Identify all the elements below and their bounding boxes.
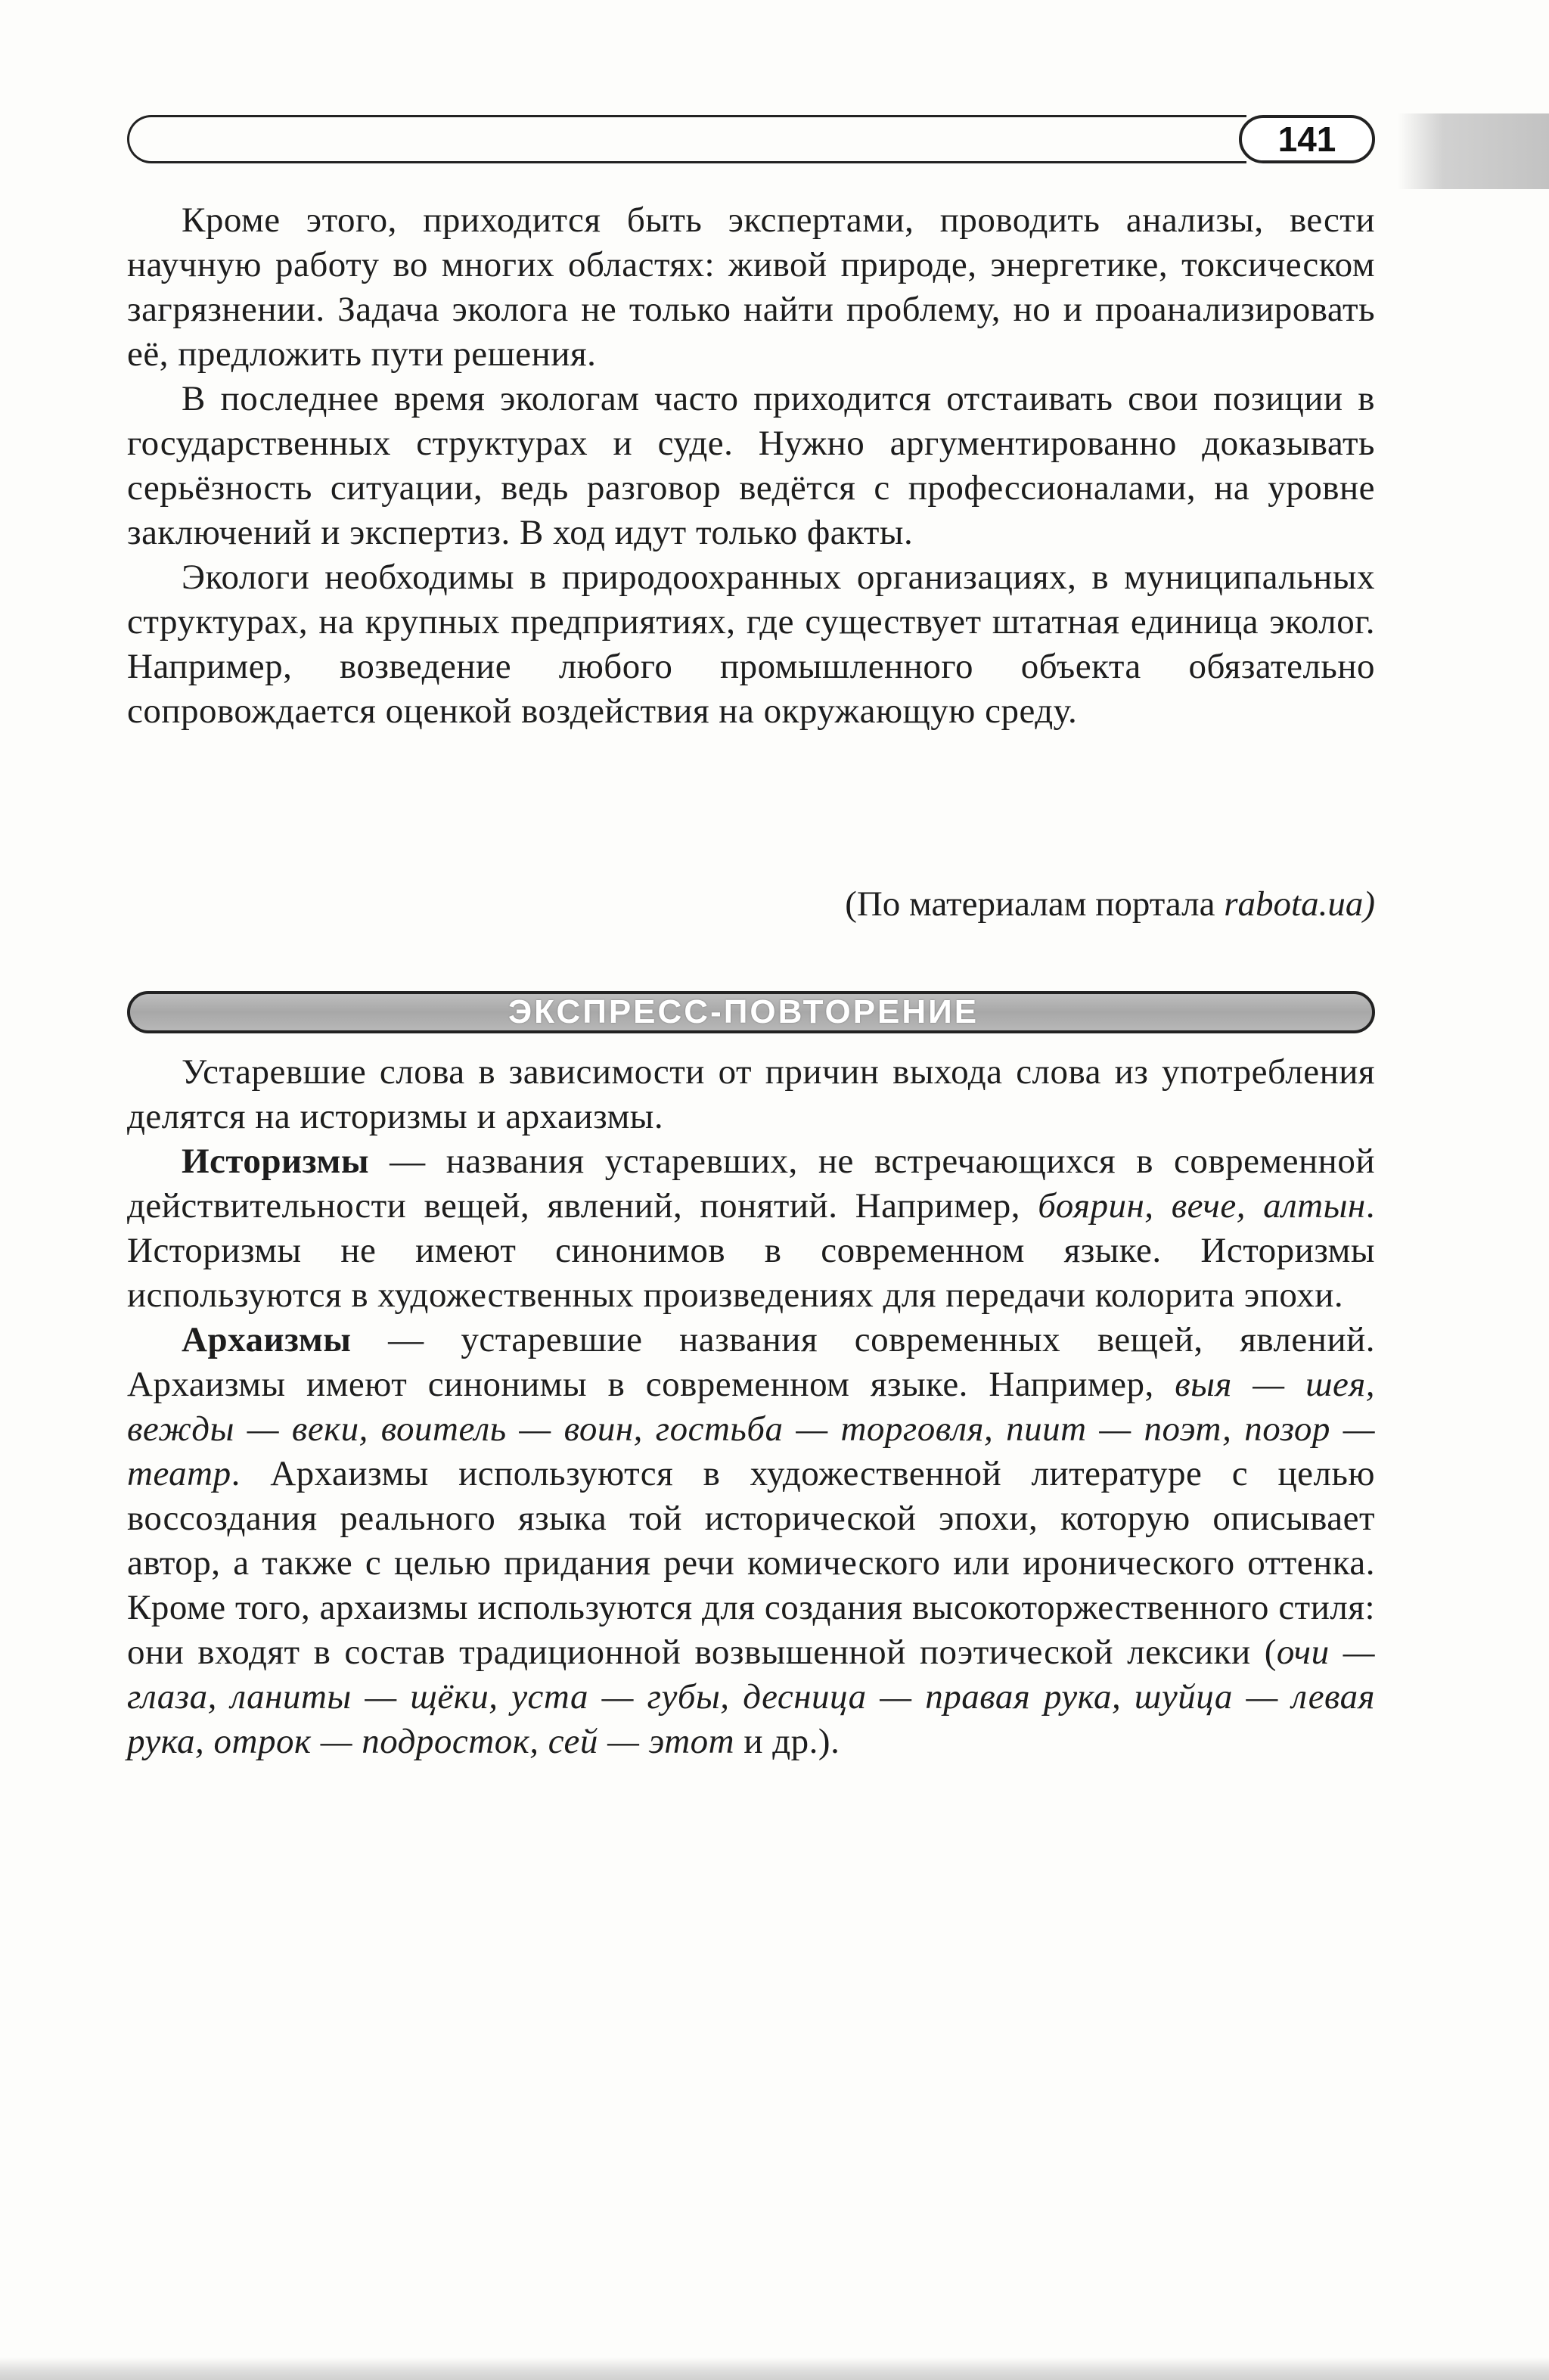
term-historisms: Историзмы [182,1142,370,1181]
source-citation [127,882,1375,927]
scan-bottom-edge [0,2357,1549,2380]
examples-text: выя — шея, вежды — веки, воитель — воин, гостьба — торговля, пиит — поэт, позор — театр [127,1365,1376,1493]
banner-title: ЭКСПРЕСС-ПОВТОРЕНИЕ [508,993,979,1030]
section-banner [127,991,1375,1033]
rest-text: . Историзмы не имеют синонимов в современном языке. Историзмы используются в художественных произведениях для передачи колорита эпохи. [127,1186,1375,1315]
tail-text: и др.). [734,1722,840,1761]
paragraph-historisms [127,1139,1375,1318]
examples-text: боярин, вече, алтын [1038,1186,1366,1226]
header-rule [127,115,1246,163]
definition-text: — названия устаревших, не встречающихся в современной действительности вещей, явлений, понятий. Например, [127,1142,1375,1226]
source-site: rabota.ua) [1224,884,1375,924]
rest-text: . Архаизмы используются в художественной литературе с целью воссоздания реального языка той исторической эпохи, которую описывает автор, а также с целью придания речи комического или иронического оттенка. Кроме того, архаизмы используются для создания высокоторжественного стиля: они входят в состав традиционной возвышенной поэтической лексики ( [127,1454,1375,1672]
source-prefix: (По материалам портала [845,884,1225,924]
scan-edge-shadow [1398,113,1549,189]
paragraph-intro: Устаревшие слова в зависимости от причин выхода слова из употребления делятся на историзмы и архаизмы. [127,1052,1375,1136]
section-ecologist-text [127,198,1375,734]
page-header [127,115,1375,165]
paragraph: Кроме этого, приходится быть экспертами, проводить анализы, вести научную работу во многих областях: живой природе, энергетике, токсическом загрязнении. Задача эколога не только найти проблему, но и проанализировать её, предложить пути решения. [127,200,1375,374]
page-number: 141 [1239,115,1375,163]
section-express-review [127,1050,1375,1764]
definition-text: — устаревшие названия современных вещей, явлений. Архаизмы имеют синонимы в современном языке. Например, [127,1320,1375,1404]
paragraph: В последнее время экологам часто приходится отстаивать свои позиции в государственных структурах и суде. Нужно аргументированно доказывать серьёзность ситуации, ведь разговор ведётся с профессионалами, на уровне заключений и экспертиз. В ход идут только факты. [127,379,1375,552]
paragraph: Экологи необходимы в природоохранных организациях, в муниципальных структурах, на крупных предприятиях, где существует штатная единица эколог. Например, возведение любого промышленного объекта обязательно сопровождается оценкой воздействия на окружающую среду. [127,558,1375,731]
paragraph-archaisms [127,1318,1375,1764]
term-archaisms: Архаизмы [182,1320,352,1359]
examples-text-2: очи — глаза, ланиты — щёки, уста — губы, десница — правая рука, шуйца — левая рука, отрок — подросток, сей — этот [127,1633,1375,1761]
